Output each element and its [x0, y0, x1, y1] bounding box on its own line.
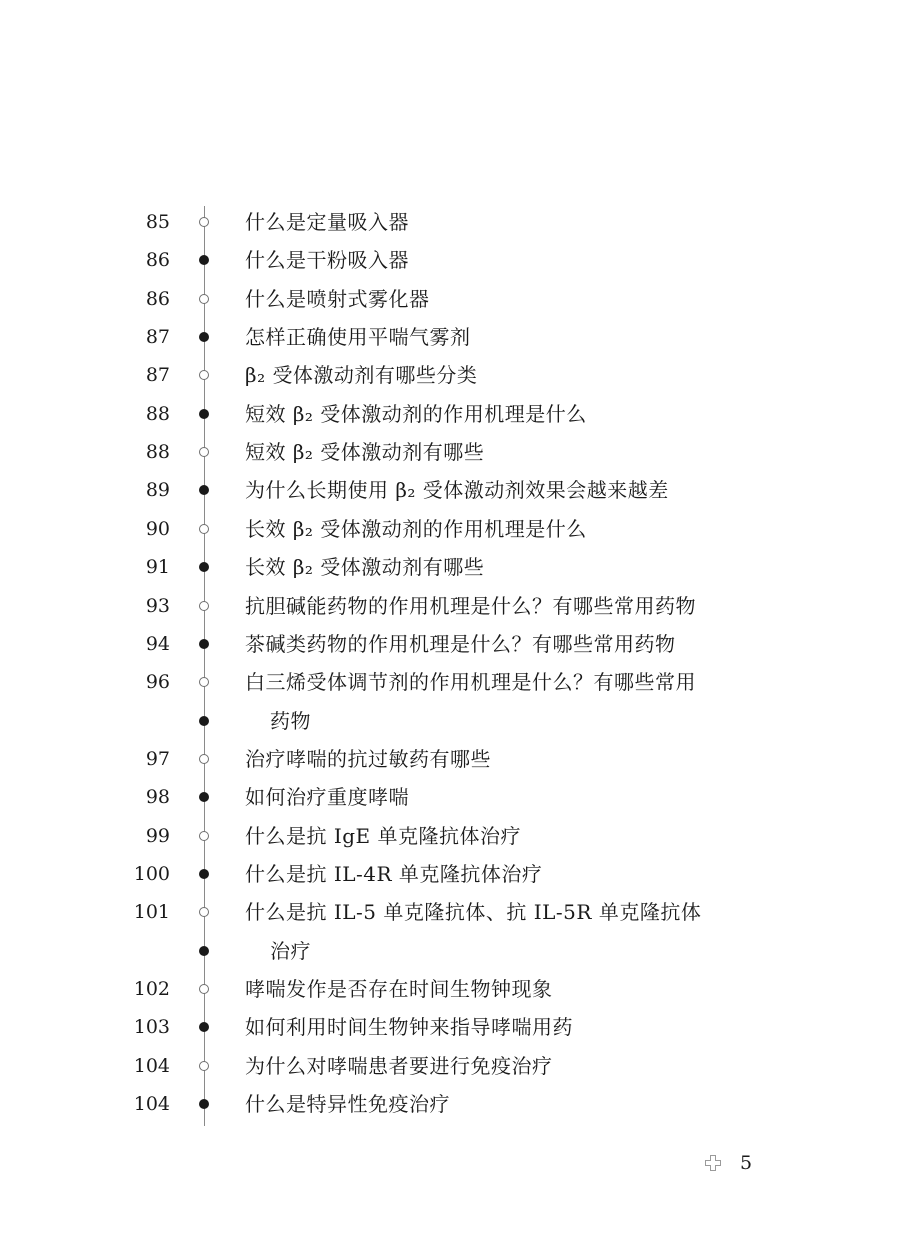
toc-row [0, 1047, 900, 1085]
toc-entry-title: 什么是特异性免疫治疗 [245, 1092, 450, 1117]
open-circle-icon [199, 601, 209, 611]
toc-row [0, 1085, 900, 1123]
toc-row [0, 970, 900, 1008]
toc-entry-title: 治疗哮喘的抗过敏药有哪些 [245, 746, 491, 771]
toc-entry-title: 为什么长期使用 β₂ 受体激动剂效果会越来越差 [245, 478, 669, 503]
filled-dot-icon [199, 716, 209, 726]
toc-page-number: 87 [145, 326, 170, 349]
toc-page-number: 86 [145, 287, 170, 310]
toc-entry-title: 茶碱类药物的作用机理是什么？有哪些常用药物 [245, 631, 676, 656]
toc-page-number: 90 [145, 517, 170, 540]
filled-dot-icon [199, 485, 209, 495]
filled-dot-icon [199, 1022, 209, 1032]
toc-row [0, 241, 900, 279]
toc-entry-title: 什么是定量吸入器 [245, 210, 409, 234]
toc-page-number: 88 [145, 441, 170, 464]
filled-dot-icon [199, 946, 209, 956]
toc-page-number: 93 [145, 594, 170, 617]
filled-dot-icon [199, 255, 209, 265]
toc-page-number: 103 [133, 1016, 170, 1039]
toc-entry-title: 白三烯受体调节剂的作用机理是什么？有哪些常用 [245, 670, 696, 695]
open-circle-icon [199, 984, 209, 994]
toc-entry-title: 短效 β₂ 受体激动剂的作用机理是什么 [245, 401, 587, 426]
filled-dot-icon [199, 869, 209, 879]
toc-entry-title: 如何利用时间生物钟来指导哮喘用药 [245, 1015, 573, 1040]
open-circle-icon [199, 754, 209, 764]
toc-row [0, 663, 900, 701]
toc-page-number: 85 [145, 211, 170, 233]
filled-dot-icon [199, 1099, 209, 1109]
toc-page-number: 88 [145, 402, 170, 425]
toc-row [0, 471, 900, 509]
page-number: 5 [740, 1152, 753, 1174]
toc-entry-title: 长效 β₂ 受体激动剂有哪些 [245, 555, 485, 580]
open-circle-icon [199, 370, 209, 380]
toc-row [0, 433, 900, 471]
toc-row [0, 510, 900, 548]
toc-row [0, 318, 900, 356]
toc-page-number: 101 [133, 901, 170, 924]
filled-dot-icon [199, 639, 209, 649]
toc-row [0, 587, 900, 625]
filled-dot-icon [199, 332, 209, 342]
cross-outline-icon [705, 1155, 721, 1171]
toc-entry-title: 什么是抗 IL-5 单克隆抗体、抗 IL-5R 单克隆抗体 [245, 900, 702, 925]
toc-page-number: 102 [133, 978, 170, 1000]
filled-dot-icon [199, 562, 209, 572]
toc-entry-title: 抗胆碱能药物的作用机理是什么？有哪些常用药物 [245, 593, 696, 618]
open-circle-icon [199, 907, 209, 917]
toc-row [0, 1008, 900, 1046]
toc-row [0, 817, 900, 855]
toc-page-number: 89 [145, 479, 170, 502]
toc-row [0, 548, 900, 586]
toc-row [0, 356, 900, 394]
open-circle-icon [199, 217, 209, 227]
open-circle-icon [199, 1061, 209, 1071]
toc-entry-title: 哮喘发作是否存在时间生物钟现象 [245, 977, 553, 1001]
toc-row [0, 893, 900, 931]
filled-dot-icon [199, 792, 209, 802]
open-circle-icon [199, 524, 209, 534]
toc-page-number: 86 [145, 249, 170, 272]
toc-entry-title: 为什么对哮喘患者要进行免疫治疗 [245, 1053, 553, 1078]
toc-page-number: 100 [133, 862, 170, 885]
toc-row [0, 203, 900, 241]
toc-row [0, 778, 900, 816]
toc-row [0, 855, 900, 893]
open-circle-icon [199, 447, 209, 457]
toc-page-number: 91 [145, 556, 170, 579]
open-circle-icon [199, 677, 209, 687]
toc-page-number: 104 [133, 1093, 170, 1116]
toc-entry-title: 什么是喷射式雾化器 [245, 286, 430, 311]
toc-entry-title: 治疗 [270, 938, 311, 963]
toc-row [0, 625, 900, 663]
toc-page-number: 98 [145, 786, 170, 809]
toc-row [0, 740, 900, 778]
toc-entry-title: 如何治疗重度哮喘 [245, 785, 409, 810]
toc-entry-title: 短效 β₂ 受体激动剂有哪些 [245, 440, 485, 465]
open-circle-icon [199, 294, 209, 304]
toc-entry-title: 什么是抗 IL-4R 单克隆抗体治疗 [245, 861, 543, 886]
filled-dot-icon [199, 409, 209, 419]
toc-page-number: 96 [145, 671, 170, 694]
toc-row [0, 702, 900, 740]
toc-row [0, 395, 900, 433]
toc-entry-title: β₂ 受体激动剂有哪些分类 [245, 363, 478, 388]
toc-entry-title: 药物 [270, 708, 311, 733]
toc-entry-title: 什么是干粉吸入器 [245, 248, 409, 273]
toc-row [0, 280, 900, 318]
open-circle-icon [199, 831, 209, 841]
toc-page-number: 94 [145, 632, 170, 655]
toc-page-number: 99 [145, 824, 170, 847]
toc-page-number: 97 [145, 747, 170, 770]
toc-entry-title: 怎样正确使用平喘气雾剂 [245, 325, 471, 350]
toc-entry-title: 什么是抗 IgE 单克隆抗体治疗 [245, 823, 522, 848]
toc-row [0, 932, 900, 970]
toc-page-number: 87 [145, 364, 170, 387]
toc-page-number: 104 [133, 1054, 170, 1077]
toc-entry-title: 长效 β₂ 受体激动剂的作用机理是什么 [245, 516, 587, 541]
